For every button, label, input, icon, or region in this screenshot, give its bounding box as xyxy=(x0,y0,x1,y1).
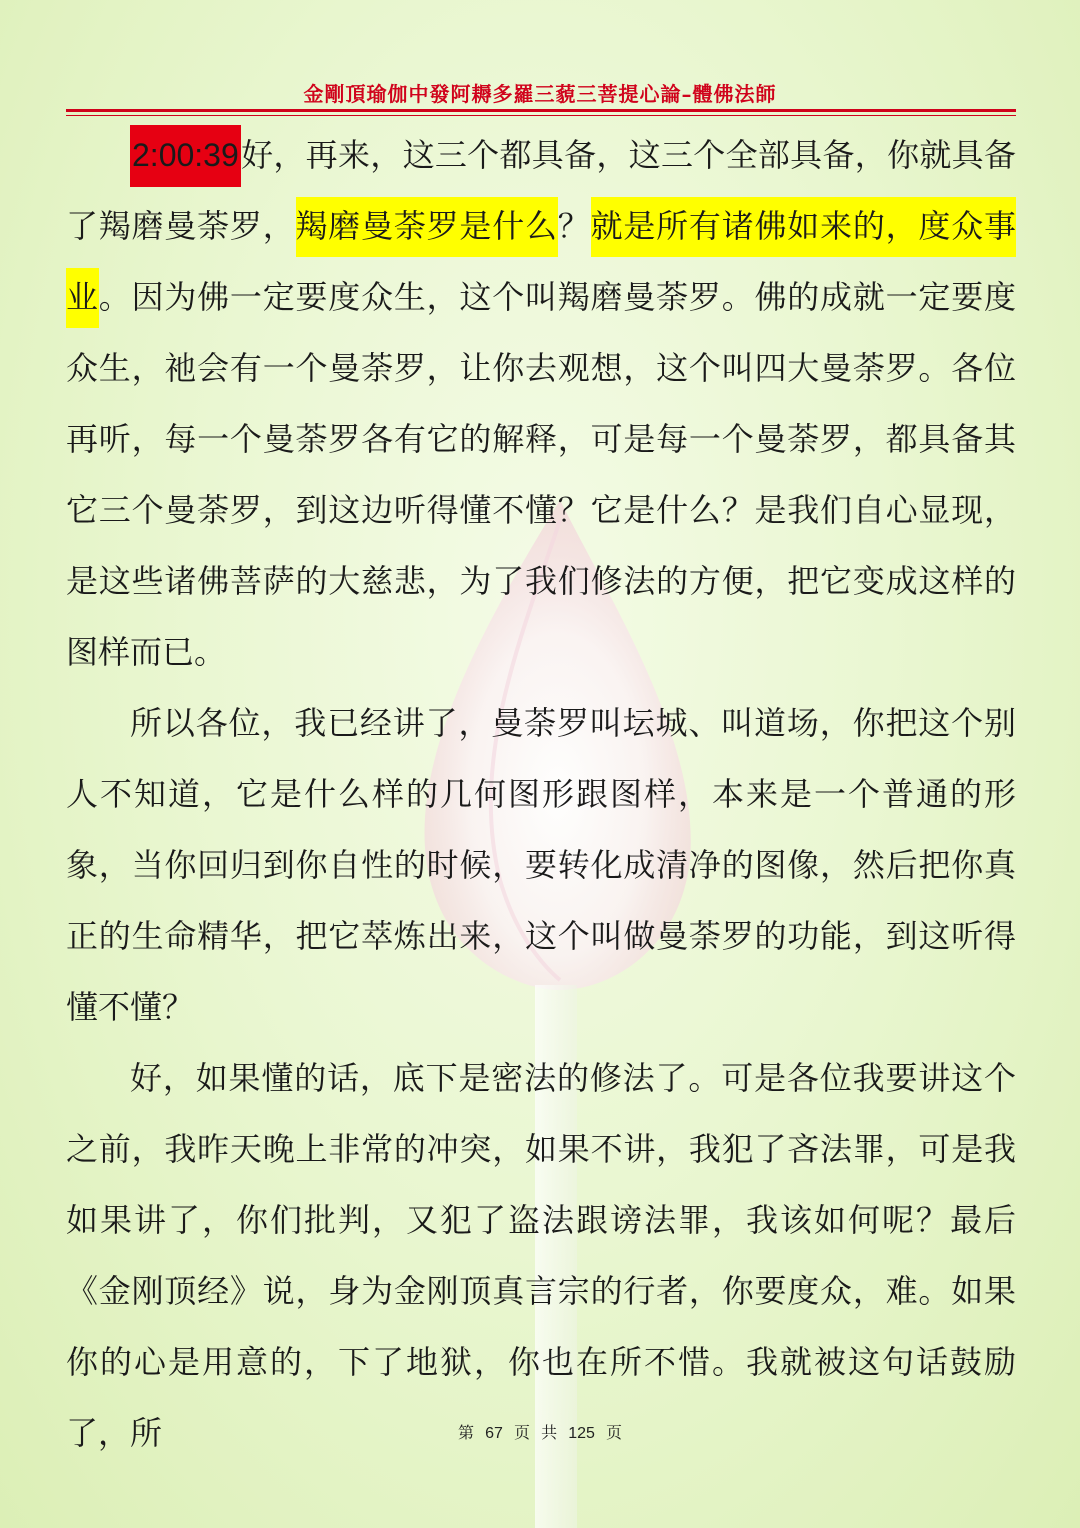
footer-mid: 页 共 xyxy=(514,1423,558,1442)
header-rule-thin xyxy=(66,115,1016,116)
footer-pre: 第 xyxy=(458,1423,475,1442)
highlight-answer: 就是所有诸佛如来的，度众事业 xyxy=(66,197,1016,328)
paragraph-1 xyxy=(66,120,1016,688)
paragraph-3: 好，如果懂的话，底下是密法的修法了。可是各位我要讲这个之前，我昨天晚上非常的冲突，如果不讲，我犯了吝法罪，可是我如果讲了，你们批判，又犯了盗法跟谤法罪，我该如何呢？最后《金刚顶经》说，身为金刚顶真言宗的行者，你要度众，难。如果你的心是用意的，下了地狱，你也在所不惜。我就被这句话鼓励了，所 xyxy=(66,1059,1016,1452)
paragraph-2: 所以各位，我已经讲了，曼荼罗叫坛城、叫道场，你把这个别人不知道，它是什么样的几何图形跟图样，本来是一个普通的形象，当你回归到你自性的时候，要转化成清净的图像，然后把你真正的生命精华，把它萃炼出来，这个叫做曼荼罗的功能，到这听得懂不懂？ xyxy=(66,704,1016,1026)
timestamp-badge: 2:00:39 xyxy=(130,125,241,187)
paragraph-1-text-b: ？ xyxy=(557,207,591,245)
current-page-number: 67 xyxy=(485,1425,503,1442)
document-header: 金剛頂瑜伽中發阿耨多羅三藐三菩提心論–體佛法師 xyxy=(303,82,777,106)
total-page-count: 125 xyxy=(568,1425,595,1442)
page-number-footer xyxy=(0,1420,1080,1443)
header-rule-thick xyxy=(66,109,1016,112)
paragraph-1-text-a: 好，再来，这三个都具备，这三个全部具备，你就具备了羯磨曼荼罗， xyxy=(66,136,1016,245)
highlight-question: 羯磨曼荼罗是什么 xyxy=(296,197,558,257)
document-body xyxy=(66,120,1016,1469)
footer-post: 页 xyxy=(605,1423,622,1442)
paragraph-1-text-c: 。因为佛一定要度众生，这个叫羯磨曼荼罗。佛的成就一定要度众生，祂会有一个曼荼罗，让你去观想，这个叫四大曼荼罗。各位再听，每一个曼荼罗各有它的解释，可是每一个曼荼罗，都具备其它三个曼荼罗，到这边听得懂不懂？它是什么？是我们自心显现，是这些诸佛菩萨的大慈悲，为了我们修法的方便，把它变成这样的图样而已。 xyxy=(66,278,1016,671)
